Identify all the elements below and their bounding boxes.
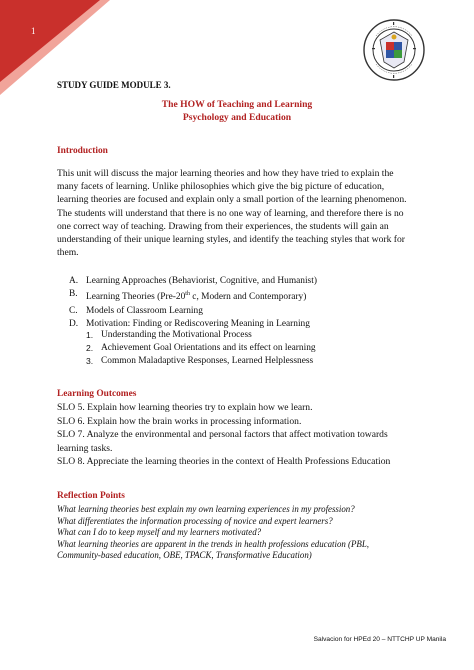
page-footer: Salvacion for HPEd 20 – NTTCHP UP Manila: [313, 636, 446, 643]
topic-list: [69, 275, 317, 331]
title-line-2: Psychology and Education: [182, 112, 292, 123]
learning-outcomes-list: [57, 401, 407, 469]
list-item: SLO 6. Explain how the brain works in processing information.: [57, 415, 302, 427]
list-item: What can I do to keep myself and my learners motivated?: [57, 527, 262, 538]
list-item: What learning theories are apparent in the trends in health professions education (PBL, Community-based education, OBE, TPACK, Transformative Education): [57, 538, 369, 561]
university-seal-logo: [362, 18, 426, 82]
subtopic-list: [86, 329, 316, 369]
list-item: SLO 8. Appreciate the learning theories in the context of Health Professions Education: [57, 456, 391, 468]
list-item: D. Motivation: Finding or Rediscovering Meaning in Learning: [69, 319, 310, 330]
reflection-points-heading: Reflection Points: [57, 491, 125, 501]
page-title: [0, 98, 474, 124]
title-line-1: The HOW of Teaching and Learning: [161, 99, 313, 110]
list-item: A. Learning Approaches (Behaviorist, Cognitive, and Humanist): [69, 276, 317, 286]
list-item: What learning theories best explain my own learning experiences in my profession?: [57, 504, 355, 514]
learning-outcomes-heading: Learning Outcomes: [57, 389, 137, 399]
list-item: B. Learning Theories (Pre-20th c, Modern and Contemporary): [69, 289, 307, 303]
list-item: SLO 5. Explain how learning theories try to explain how we learn.: [57, 402, 313, 413]
list-item: C. Models of Classroom Learning: [69, 305, 203, 316]
list-item: 3. Common Maladaptive Responses, Learned Helplessness: [86, 356, 314, 367]
introduction-heading: Introduction: [57, 146, 108, 156]
list-item: SLO 7. Analyze the environmental and personal factors that affect motivation towards learning tasks.: [57, 429, 388, 454]
reflection-points-list: [57, 504, 407, 562]
list-item: What differentiates the information processing of novice and expert learners?: [57, 515, 333, 526]
module-title: STUDY GUIDE MODULE 3.: [57, 80, 171, 90]
list-item: 2. Achievement Goal Orientations and its effect on learning: [86, 343, 316, 354]
introduction-paragraph: This unit will discuss the major learning theories and how they have tried to explain the many facets of learning. Unlike philosophies which give the big picture of education, learning theories are focused and explain only a small portion of the learning phenomenon. The students will understand that there is no one way of learning, and therefore there is no one correct way of teaching. Drawing from their experiences, the students will gain an understanding of their unique learning styles, and identify the teaching styles that work for them.: [57, 168, 407, 259]
list-item: 1. Understanding the Motivational Process: [86, 330, 252, 340]
page-number: 1: [31, 26, 36, 36]
